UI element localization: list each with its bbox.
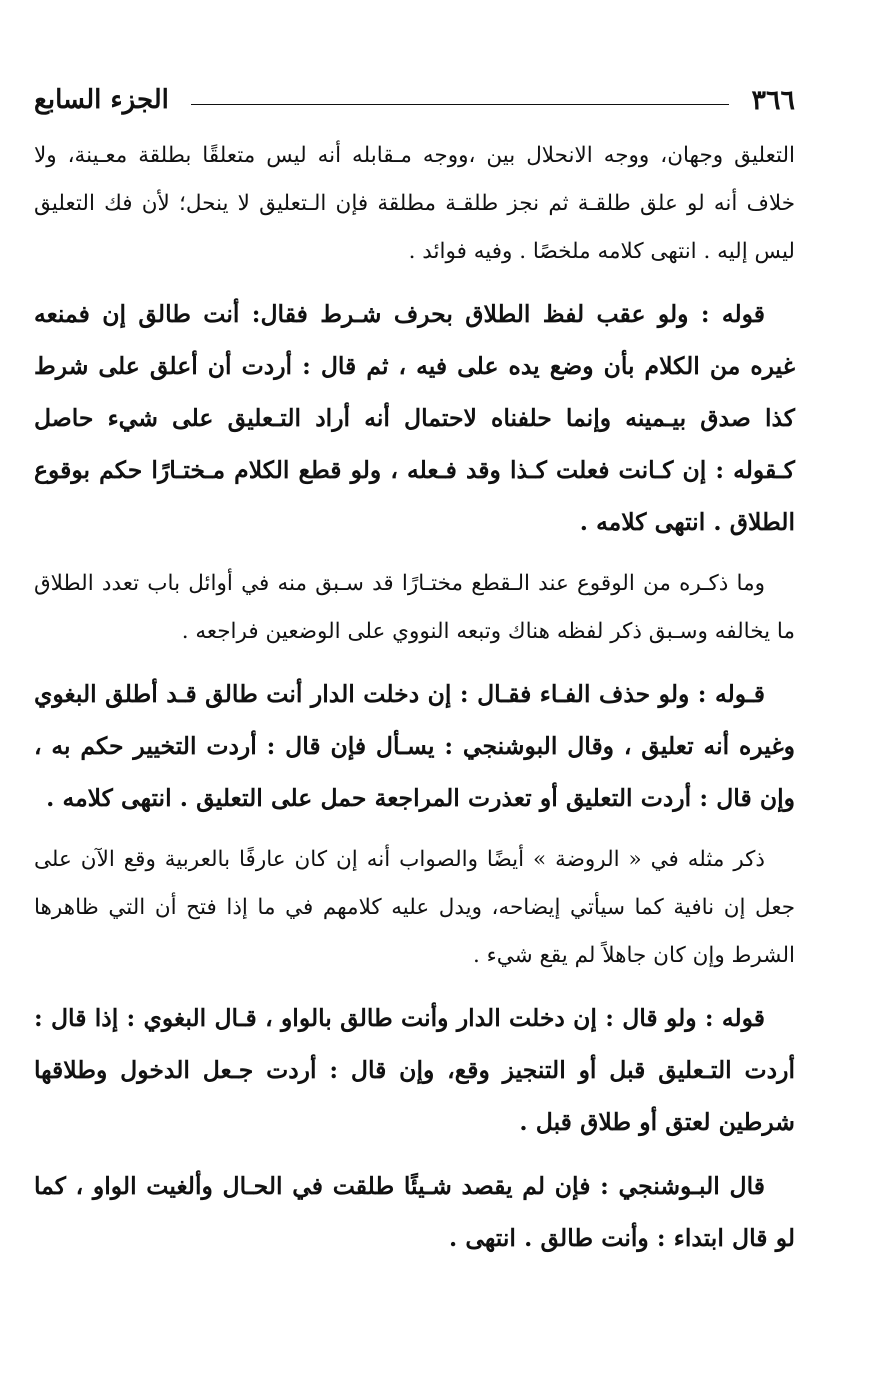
paragraph-5 bbox=[34, 836, 795, 980]
paragraph-6 bbox=[34, 992, 795, 1148]
page-body bbox=[34, 132, 795, 1264]
paragraph-2-text: قوله : ولو عقب لفظ الطلاق بحرف شـرط فقال: أنت طالق إن فمنعه غيره من الكلام بأن وضع يده على فيه ، ثم قال : أردت أن أعلق على شرط كذا صدق بيـمينه وإنما حلفناه لاحتمال أنه أراد التـعليق على شيء حاصل كـقوله : إن كـانت فعلت كـذا وقد فـعله ، ولو قطع الكلام مـختـارًا حكم بوقوع الطلاق . انتهى كلامه . bbox=[34, 300, 795, 536]
paragraph-1-text: التعليق وجهان، ووجه الانحلال بين ،ووجه مـقابله أنه ليس متعلقًا بطلقة معـينة، ولا خلاف أنه لو علق طلقـة ثم نجز طلقـة مطلقة فإن الـتعليق لا ينحل؛ لأن فك التعليق ليس إليه . انتهى كلامه ملخصًا . وفيه فوائد . bbox=[34, 143, 795, 264]
volume-title: الجزء السابع bbox=[34, 85, 169, 115]
paragraph-2 bbox=[34, 288, 795, 548]
paragraph-7-text: قال البـوشنجي : فإن لم يقصد شـيئًا طلقت في الحـال وألغيت الواو ، كما لو قال ابتداء : وأنت طالق . انتهى . bbox=[34, 1172, 795, 1252]
paragraph-3 bbox=[34, 560, 795, 656]
page bbox=[34, 78, 795, 1276]
page-number: ٣٦٦ bbox=[751, 84, 795, 116]
paragraph-1 bbox=[34, 132, 795, 276]
paragraph-4 bbox=[34, 668, 795, 824]
paragraph-6-text: قوله : ولو قال : إن دخلت الدار وأنت طالق بالواو ، قـال البغوي : إذا قال : أردت التـعليق قبل أو التنجيز وقع، وإن قال : أردت جـعل الدخول وطلاقها شرطين لعتق أو طلاق قبل . bbox=[34, 1004, 795, 1136]
paragraph-5-text: ذكر مثله في « الروضة » أيضًا والصواب أنه إن كان عارفًا بالعربية وقع الآن على جعل إن نافية كما سيأتي إيضاحه، ويدل عليه كلامهم في ما إذا فتح أن التي ظاهرها الشرط وإن كان جاهلاً لم يقع شيء . bbox=[34, 847, 795, 968]
header-rule bbox=[191, 104, 730, 105]
paragraph-7 bbox=[34, 1160, 795, 1264]
page-header bbox=[34, 78, 795, 122]
paragraph-4-text: قـوله : ولو حذف الفـاء فقـال : إن دخلت الدار أنت طالق قـد أطلق البغوي وغيره أنه تعليق ، وقال البوشنجي : يسـأل فإن قال : أردت التخيير حكم به ، وإن قال : أردت التعليق أو تعذرت المراجعة حمل على التعليق . انتهى كلامه . bbox=[34, 680, 795, 812]
paragraph-3-text: وما ذكـره من الوقوع عند الـقطع مختـارًا قد سـبق منه في أوائل باب تعدد الطلاق ما يخالفه وسـبق ذكر لفظه هناك وتبعه النووي على الوضعين فراجعه . bbox=[34, 571, 795, 644]
